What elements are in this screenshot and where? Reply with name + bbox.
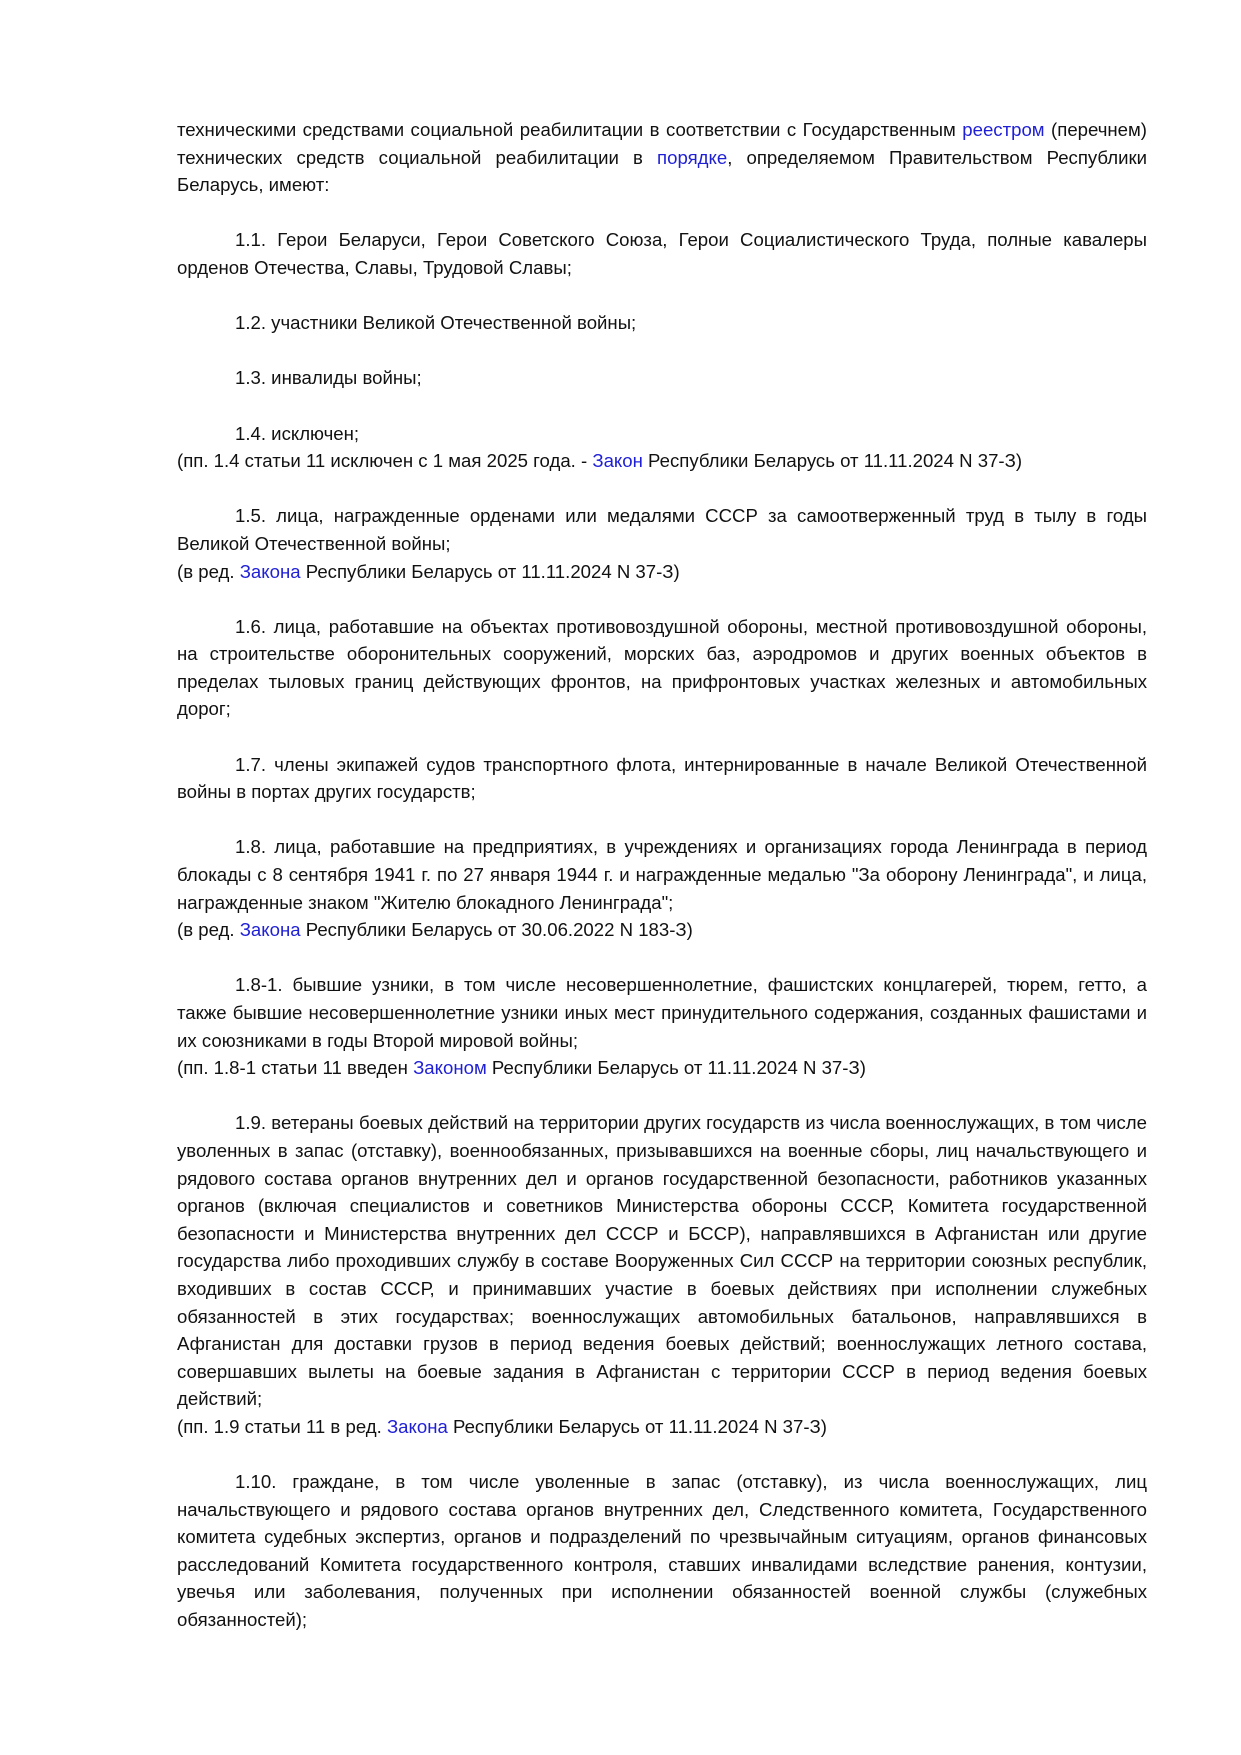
item-1-4: 1.4. исключен; bbox=[235, 422, 360, 444]
item-1-8-amendment-note bbox=[177, 916, 1147, 944]
item-1-2: 1.2. участники Великой Отечественной войны; bbox=[235, 312, 637, 334]
item-1-7: 1.7. члены экипажей судов транспортного флота, интернированные в начале Великой Отечественной войны в портах других государств; bbox=[177, 753, 1147, 803]
note-text: Республики Беларусь от 30.06.2022 N 183-З) bbox=[300, 919, 693, 941]
note-text: (пп. 1.4 статьи 11 исключен с 1 мая 2025 года. - bbox=[177, 450, 593, 472]
item-1-8-1: 1.8-1. бывшие узники, в том числе несовершеннолетние, фашистских концлагерей, тюрем, гетто, а также бывшие несовершеннолетние узники иных мест принудительного содержания, созданных фашистами и их союзниками в годы Второй мировой войны; bbox=[177, 974, 1147, 1051]
document-page bbox=[177, 116, 1147, 1634]
note-text: (в ред. bbox=[177, 919, 240, 941]
item-1-8: 1.8. лица, работавшие на предприятиях, в учреждениях и организациях города Ленинграда в период блокады с 8 сентября 1941 г. по 27 января 1944 г. и награжденные медалью "За оборону Ленинграда", и лица, награжденные знаком "Жителю блокадного Ленинграда"; bbox=[177, 836, 1147, 913]
item-1-10: 1.10. граждане, в том числе уволенные в запас (отставку), из числа военнослужащих, лиц начальствующего и рядового состава органов внутренних дел, Следственного комитета, Государственного комитета судебных экспертиз, органов и подразделений по чрезвычайным ситуациям, органов финансовых расследований Комитета государственного контроля, ставших инвалидами вследствие ранения, контузии, увечья или заболевания, полученных при исполнении обязанностей военной службы (служебных обязанностей); bbox=[177, 1471, 1147, 1631]
note-text: Республики Беларусь от 11.11.2024 N 37-З) bbox=[642, 450, 1023, 472]
item-1-3: 1.3. инвалиды войны; bbox=[235, 367, 422, 389]
note-text: (пп. 1.9 статьи 11 в ред. bbox=[177, 1415, 387, 1437]
note-text: (пп. 1.8-1 статьи 11 введен bbox=[177, 1057, 414, 1079]
intro-text: (перечнем) технических средств социальной реабилитации в bbox=[177, 119, 1147, 168]
item-1-1: 1.1. Герои Беларуси, Герои Советского Союза, Герои Социалистического Труда, полные кавалеры орденов Отечества, Славы, Трудовой Славы; bbox=[177, 229, 1147, 278]
procedure-link[interactable]: порядке bbox=[657, 146, 728, 168]
note-text: (в ред. bbox=[177, 560, 240, 582]
intro-text: техническими средствами социальной реабилитации в соответствии с Государственным bbox=[177, 119, 963, 140]
law-link[interactable]: Закона bbox=[386, 1415, 448, 1437]
item-1-9-amendment-note bbox=[177, 1413, 1147, 1441]
item-1-9: 1.9. ветераны боевых действий на территории других государств из числа военнослужащих, в том числе уволенных в запас (отставку), военнообязанных, призывавшихся на военные сборы, лиц начальствующего и рядового состава органов внутренних дел и органов государственной безопасности, работников указанных органов (включая специалистов и советников Министерства обороны СССР, Комитета государственной безопасности и Министерства внутренних дел СССР и БССР), направлявшихся в Афганистан или другие государства либо проходивших службу в составе Вооруженных Сил СССР на территории союзных республик, входивших в состав СССР, и принимавших участие в боевых действиях при исполнении служебных обязанностей в этих государствах; военнослужащих автомобильных батальонов, направлявшихся в Афганистан для доставки грузов в период ведения боевых действий; военнослужащих летного состава, совершавших вылеты на боевые задания в Афганистан с территории СССР в период ведения боевых действий; bbox=[177, 1112, 1147, 1410]
intro-text: , определяемом Правительством Республики Беларусь, имеют: bbox=[177, 146, 1147, 196]
law-link[interactable]: Закона bbox=[239, 919, 301, 941]
note-text: Республики Беларусь от 11.11.2024 N 37-З) bbox=[447, 1415, 827, 1437]
intro-paragraph bbox=[177, 116, 1147, 199]
law-link[interactable]: Закона bbox=[239, 560, 301, 582]
note-text: Республики Беларусь от 11.11.2024 N 37-З) bbox=[486, 1057, 866, 1079]
registry-link[interactable]: реестром bbox=[962, 119, 1045, 140]
item-1-5-amendment-note bbox=[177, 558, 1147, 586]
item-1-6: 1.6. лица, работавшие на объектах противовоздушной обороны, местной противовоздушной обороны, на строительстве оборонительных сооружений, морских баз, аэродромов и других военных объектов в пределах тыловых границ действующих фронтов, на прифронтовых участках железных и автомобильных дорог; bbox=[177, 615, 1147, 720]
note-text: Республики Беларусь от 11.11.2024 N 37-З) bbox=[300, 560, 680, 582]
law-link[interactable]: Закон bbox=[592, 450, 643, 472]
law-link[interactable]: Законом bbox=[413, 1057, 487, 1079]
item-1-8-1-amendment-note bbox=[177, 1054, 1147, 1082]
item-1-4-amendment-note bbox=[177, 447, 1147, 475]
item-1-5: 1.5. лица, награжденные орденами или медалями СССР за самоотверженный труд в тылу в годы Великой Отечественной войны; bbox=[177, 505, 1147, 554]
